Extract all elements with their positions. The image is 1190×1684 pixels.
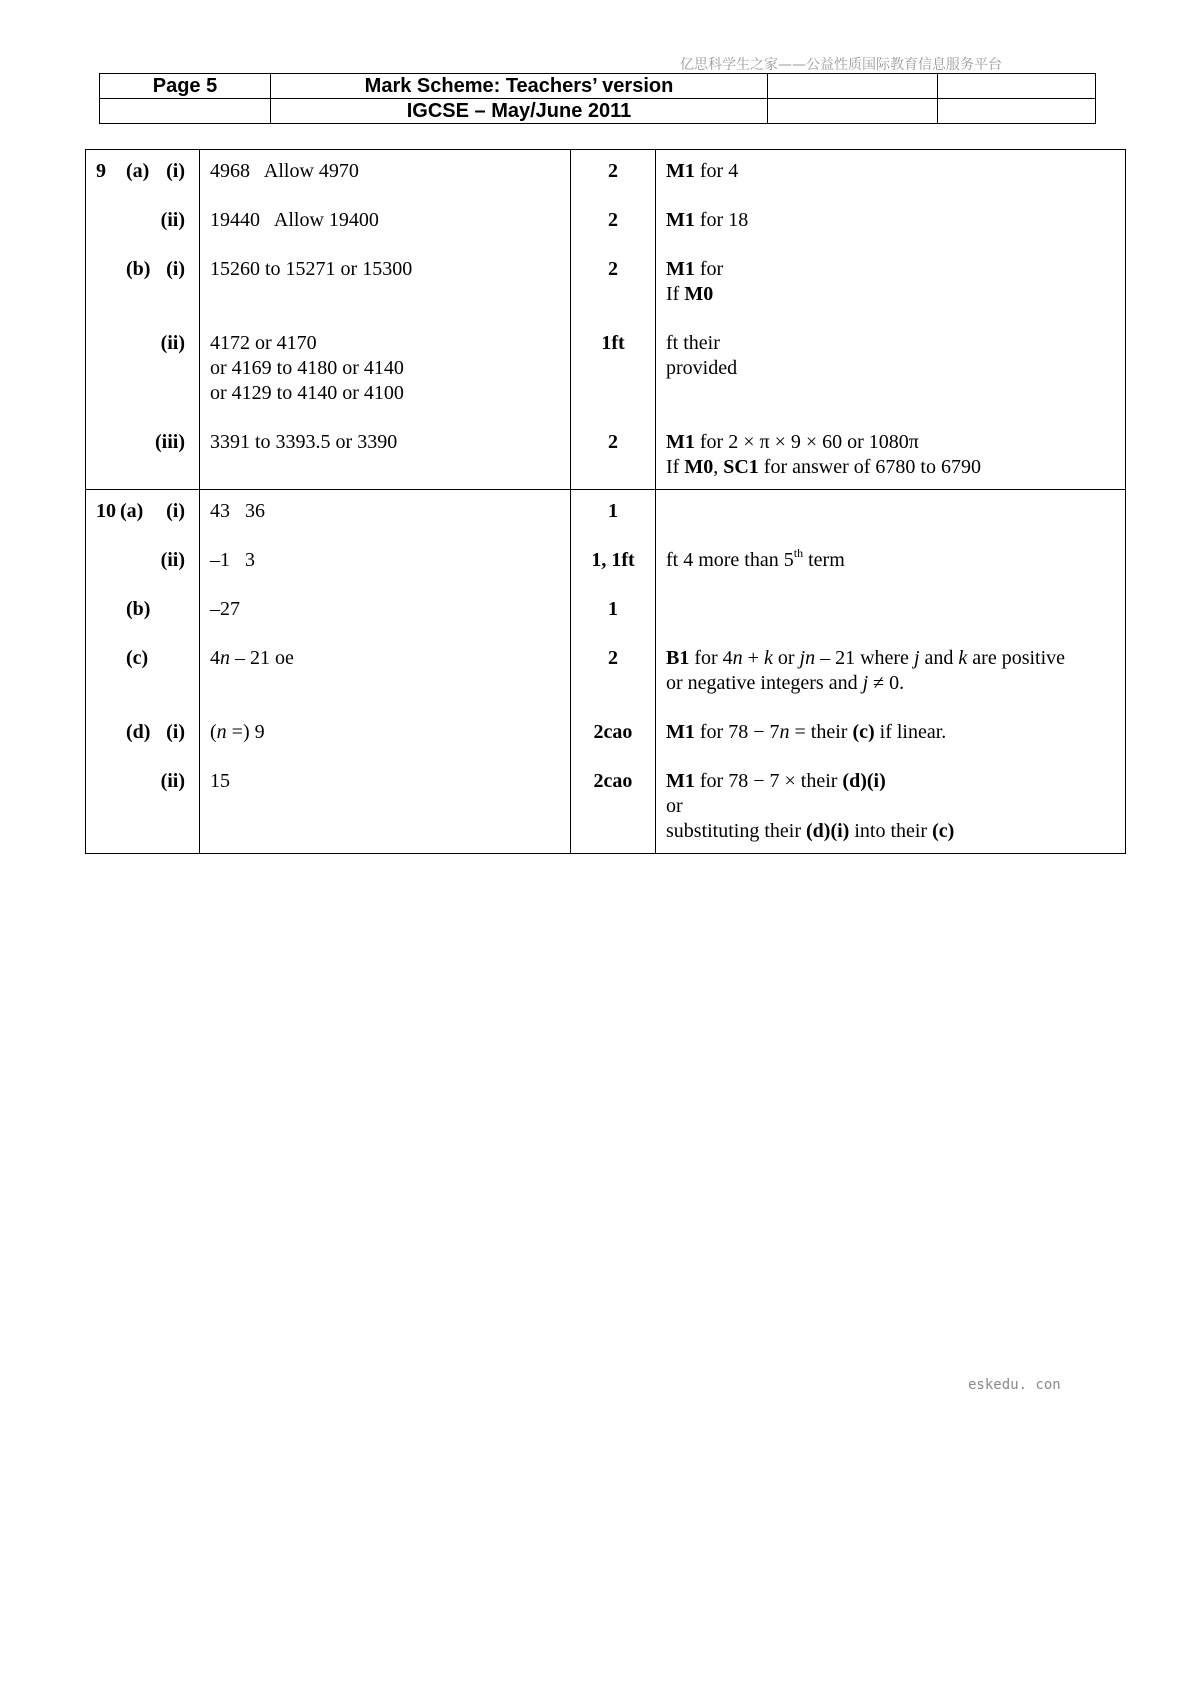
mark-10b: 1 [608, 598, 618, 620]
mark-9a-i: 2 [608, 160, 618, 182]
answer-10d-ii: 15 [210, 770, 230, 792]
remark-9a-ii: M1 for 18 [666, 209, 749, 231]
question-9-block [86, 150, 1126, 490]
remark-10c-line2: or negative integers and j ≠ 0. [666, 672, 905, 694]
answers-column [200, 490, 571, 854]
mark-10a-i: 1 [608, 500, 618, 522]
answer-9a-ii: 19440 Allow 19400 [210, 209, 379, 231]
page-number: Page 5 [100, 74, 271, 99]
label-9a-ii: (ii) [160, 209, 185, 231]
mark-9b-ii: 1ft [601, 332, 625, 354]
mark-10d-ii: 2cao [593, 770, 633, 792]
answer-9b-i: 15260 to 15271 or 15300 [210, 258, 413, 280]
label-10a-ii: (ii) [160, 549, 185, 571]
label-10d-i: (d) (i) [126, 721, 185, 743]
mark-9b-iii: 2 [608, 431, 618, 453]
mark-9b-i: 2 [608, 258, 618, 280]
remark-10d-ii-line1: M1 for 78 − 7 × their (d)(i) [666, 770, 886, 792]
mark-9a-ii: 2 [608, 209, 618, 231]
question-10-block [86, 490, 1126, 854]
answer-9b-ii-line3: or 4129 to 4140 or 4100 [210, 382, 404, 404]
answer-10a-i: 43 36 [210, 500, 265, 522]
remarks-column [656, 150, 1126, 490]
label-9a-i: 9 (a) (i) [96, 160, 185, 182]
answer-10d-i: (n =) 9 [210, 721, 265, 743]
label-9b-ii: (ii) [160, 332, 185, 354]
marks-column [571, 490, 656, 854]
mark-10d-i: 2cao [593, 721, 633, 743]
mark-10c: 2 [608, 647, 618, 669]
answers-column [200, 150, 571, 490]
exam-session: IGCSE – May/June 2011 [271, 99, 768, 124]
question-labels [86, 490, 200, 854]
header-blank-cell [768, 99, 938, 124]
answer-9b-ii-line1: 4172 or 4170 [210, 332, 317, 354]
answer-10c: 4n – 21 oe [210, 647, 294, 669]
marks-column [571, 150, 656, 490]
remark-10c-line1: B1 for 4n + k or jn – 21 where j and k are positive [666, 647, 1066, 669]
header-blank-cell [938, 74, 1096, 99]
remarks-column [656, 490, 1126, 854]
answer-10b: –27 [210, 598, 240, 620]
label-10c: (c) [126, 647, 149, 669]
mark-scheme-table [85, 149, 1126, 854]
mark-10a-ii: 1, 1ft [591, 549, 635, 571]
header-blank-cell [938, 99, 1096, 124]
label-10a-i: 10 (a) (i) [96, 500, 185, 522]
answer-9a-i: 4968 Allow 4970 [210, 160, 359, 182]
document-title: Mark Scheme: Teachers’ version [271, 74, 768, 99]
answer-10a-ii: –1 3 [210, 549, 255, 571]
label-10d-ii: (ii) [160, 770, 185, 792]
watermark-text: 亿思科学生之家——公益性质国际教育信息服务平台 [680, 57, 1002, 73]
footer-watermark: eskedu. con [968, 1377, 1061, 1393]
label-9b-iii: (iii) [155, 431, 185, 453]
answer-9b-ii-line2: or 4169 to 4180 or 4140 [210, 357, 404, 379]
remark-10d-ii-line3: substituting their (d)(i) into their (c) [666, 820, 955, 842]
header-blank-cell [100, 99, 271, 124]
header-blank-cell [768, 74, 938, 99]
remark-10d-i: M1 for 78 − 7n = their (c) if linear. [666, 721, 947, 743]
remark-9a-i: M1 for 4 [666, 160, 739, 182]
remark-10a-ii: ft 4 more than 5th term [666, 546, 845, 571]
remark-9b-iii-line2: If M0, SC1 for answer of 6780 to 6790 [666, 456, 981, 478]
remark-9b-i-line1: M1 for [666, 258, 724, 280]
remark-9b-ii-line1: ft their [666, 332, 720, 354]
label-9b-i: (b) (i) [126, 258, 185, 280]
remark-9b-i-line2: If M0 [666, 283, 714, 305]
label-10b: (b) [126, 598, 151, 620]
answer-9b-iii: 3391 to 3393.5 or 3390 [210, 431, 398, 453]
page-header-table [99, 73, 1096, 124]
question-labels [86, 150, 200, 490]
remark-10d-ii-line2: or [666, 795, 683, 817]
remark-9b-iii-line1: M1 for 2 × π × 9 × 60 or 1080π [666, 431, 919, 453]
remark-9b-ii-line2: provided [666, 357, 738, 379]
